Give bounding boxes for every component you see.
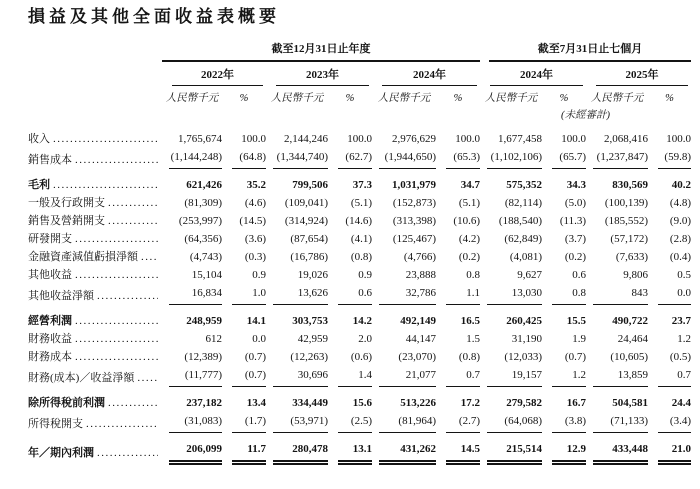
cell-value: (4,766) <box>403 251 436 263</box>
cell-value: 9,627 <box>517 269 542 281</box>
cell-percent: 16.5 <box>460 315 480 327</box>
cell-percent: (64.8) <box>222 148 266 169</box>
cell-value: 248,959 <box>186 315 222 327</box>
table-row <box>28 148 691 169</box>
row-label: 其他收益 ..... <box>28 266 162 284</box>
cell-percent: (0.3) <box>244 251 266 263</box>
year-header-row <box>28 62 691 86</box>
spacer-cell <box>28 86 162 106</box>
year-header: 2024年 <box>382 68 477 86</box>
cell-percent: 16.7 <box>566 397 586 409</box>
cell-percent: 34.7 <box>460 179 480 191</box>
cell-value: 575,352 <box>506 179 542 191</box>
cell-value: 1,765,674 <box>178 133 222 145</box>
dot-leader <box>108 194 158 212</box>
cell-percent: 100.0 <box>241 133 266 145</box>
unit-currency-header: 人民幣千元 <box>590 93 644 104</box>
cell-percent: 12.9 <box>542 433 586 470</box>
cell-value: (185,552) <box>604 215 648 227</box>
cell-percent: (5.0) <box>564 197 586 209</box>
cell-value: (1,237,847) <box>586 148 648 169</box>
unit-percent-header: % <box>559 93 569 104</box>
dot-leader <box>108 394 158 412</box>
cell-percent: 0.6 <box>328 284 372 305</box>
cell-value: (82,114) <box>504 197 542 209</box>
cell-value: 1,031,979 <box>392 179 436 191</box>
cell-value: 19,157 <box>480 366 542 387</box>
period-header-row <box>28 42 691 62</box>
cell-percent: 34.3 <box>566 179 586 191</box>
cell-value: 504,581 <box>612 397 648 409</box>
dot-leader <box>75 330 158 348</box>
cell-value: 2,068,416 <box>604 133 648 145</box>
cell-percent: 13.1 <box>328 433 372 470</box>
cell-value: (81,309) <box>184 197 222 209</box>
cell-value: (7,633) <box>615 251 648 263</box>
cell-value: 431,262 <box>372 433 436 470</box>
cell-value: 9,806 <box>623 269 648 281</box>
cell-value: (109,041) <box>284 197 328 209</box>
cell-percent: 0.5 <box>677 269 691 281</box>
cell-value: (4,743) <box>189 251 222 263</box>
cell-value: 334,449 <box>292 397 328 409</box>
cell-value: 15,104 <box>191 269 222 281</box>
cell-percent: (14.5) <box>239 215 266 227</box>
row-label: 一般及行政開支 ..... <box>28 194 162 212</box>
cell-value: 13,626 <box>266 284 328 305</box>
cell-percent: 1.0 <box>222 284 266 305</box>
cell-percent: 0.0 <box>648 284 691 305</box>
cell-percent: (59.8) <box>648 148 691 169</box>
cell-percent: 14.2 <box>352 315 372 327</box>
row-label: 收入 ..... <box>28 123 162 148</box>
cell-percent: 24.4 <box>671 397 691 409</box>
dot-leader <box>97 444 158 462</box>
row-label: 銷售成本 ..... <box>28 148 162 169</box>
cell-value: 16,834 <box>162 284 222 305</box>
cell-percent: (3.6) <box>244 233 266 245</box>
cell-percent: (4.1) <box>350 233 372 245</box>
table-row <box>28 366 691 387</box>
cell-percent: (0.7) <box>222 366 266 387</box>
cell-value: 279,582 <box>506 397 542 409</box>
cell-percent: (1.7) <box>222 412 266 433</box>
cell-value: 2,144,246 <box>284 133 328 145</box>
cell-value: 237,182 <box>186 397 222 409</box>
cell-percent: (2.8) <box>669 233 691 245</box>
unit-currency-header: 人民幣千元 <box>377 93 431 104</box>
cell-value: 799,506 <box>292 179 328 191</box>
cell-percent: (0.7) <box>564 351 586 363</box>
row-label: 財務(成本)／收益淨額 ..... <box>28 366 162 387</box>
cell-percent: 40.2 <box>671 179 691 191</box>
cell-percent: 37.3 <box>352 179 372 191</box>
unit-currency-header: 人民幣千元 <box>165 93 219 104</box>
cell-percent: 1.5 <box>466 333 480 345</box>
cell-value: 23,888 <box>405 269 436 281</box>
cell-percent: 0.9 <box>358 269 372 281</box>
row-label: 財務成本 ..... <box>28 348 162 366</box>
cell-value: (53,971) <box>266 412 328 433</box>
dot-leader <box>75 230 158 248</box>
cell-value: (87,654) <box>290 233 328 245</box>
table-row <box>28 266 691 284</box>
cell-value: (57,172) <box>610 233 648 245</box>
cell-percent: 35.2 <box>246 179 266 191</box>
cell-percent: 15.5 <box>566 315 586 327</box>
cell-percent: 0.7 <box>648 366 691 387</box>
cell-value: 24,464 <box>617 333 648 345</box>
cell-percent: 100.0 <box>347 133 372 145</box>
cell-value: (100,139) <box>604 197 648 209</box>
cell-value: (81,964) <box>372 412 436 433</box>
cell-percent: 1.9 <box>572 333 586 345</box>
cell-percent: 14.5 <box>436 433 480 470</box>
cell-value: (4,081) <box>509 251 542 263</box>
unit-percent-header: % <box>453 93 463 104</box>
cell-percent: 13.4 <box>246 397 266 409</box>
cell-value: 621,426 <box>186 179 222 191</box>
page-title: 損益及其他全面收益表概要 <box>28 7 280 26</box>
cell-percent: (0.7) <box>244 351 266 363</box>
cell-value: (253,997) <box>178 215 222 227</box>
period-interim-header: 截至7月31日止七個月 <box>489 42 691 62</box>
table-row <box>28 284 691 305</box>
cell-value: 2,976,629 <box>392 133 436 145</box>
cell-percent: (3.7) <box>564 233 586 245</box>
cell-value: 13,030 <box>480 284 542 305</box>
spacer-cell <box>28 62 162 86</box>
cell-percent: 1.2 <box>677 333 691 345</box>
cell-percent: 1.1 <box>436 284 480 305</box>
cell-percent: (4.8) <box>669 197 691 209</box>
unit-header-row <box>28 86 691 106</box>
cell-percent: 15.6 <box>352 397 372 409</box>
cell-value: (64,356) <box>184 233 222 245</box>
cell-percent: 1.2 <box>542 366 586 387</box>
unit-percent-header: % <box>345 93 355 104</box>
unaudited-note: (未經審計) <box>561 110 610 121</box>
cell-value: (10,605) <box>610 351 648 363</box>
unit-currency-header: 人民幣千元 <box>270 93 324 104</box>
cell-percent: 21.0 <box>648 433 691 470</box>
cell-percent: 2.0 <box>358 333 372 345</box>
cell-percent: 11.7 <box>222 433 266 470</box>
cell-percent: 100.0 <box>455 133 480 145</box>
period-annual-header: 截至12月31日止年度 <box>162 42 480 62</box>
cell-percent: (0.8) <box>458 351 480 363</box>
dot-leader <box>75 348 158 366</box>
dot-leader <box>141 248 158 266</box>
income-statement-table <box>28 42 691 470</box>
spacer-cell <box>28 42 162 62</box>
cell-percent: (0.2) <box>458 251 480 263</box>
cell-percent: (0.4) <box>669 251 691 263</box>
table-row <box>28 348 691 366</box>
cell-value: (1,144,248) <box>162 148 222 169</box>
dot-leader <box>108 212 158 230</box>
spacer-cell <box>28 106 162 123</box>
cell-value: 843 <box>586 284 648 305</box>
year-header: 2023年 <box>276 68 369 86</box>
cell-value: 206,099 <box>162 433 222 470</box>
cell-value: (125,467) <box>392 233 436 245</box>
unit-percent-header: % <box>239 93 249 104</box>
cell-percent: (2.7) <box>436 412 480 433</box>
year-header: 2024年 <box>490 68 583 86</box>
cell-percent: (11.3) <box>559 215 586 227</box>
dot-leader <box>53 130 158 148</box>
cell-value: (16,786) <box>290 251 328 263</box>
cell-value: (12,033) <box>504 351 542 363</box>
table-row <box>28 169 691 194</box>
row-label: 經營利潤 ..... <box>28 305 162 330</box>
row-label: 研發開支 ..... <box>28 230 162 248</box>
table-row <box>28 248 691 266</box>
cell-percent: 0.0 <box>252 333 266 345</box>
cell-percent: (65.3) <box>436 148 480 169</box>
cell-value: 13,859 <box>586 366 648 387</box>
cell-percent: (3.8) <box>542 412 586 433</box>
cell-percent: 100.0 <box>666 133 691 145</box>
table-row <box>28 194 691 212</box>
cell-percent: 14.1 <box>246 315 266 327</box>
cell-value: (71,133) <box>586 412 648 433</box>
row-label: 銷售及營銷開支 ..... <box>28 212 162 230</box>
table-row <box>28 230 691 248</box>
cell-value: (12,389) <box>184 351 222 363</box>
dot-leader <box>75 312 158 330</box>
row-label: 其他收益淨額 ..... <box>28 284 162 305</box>
year-header: 2025年 <box>596 68 688 86</box>
cell-percent: 100.0 <box>561 133 586 145</box>
table-row <box>28 305 691 330</box>
table-row <box>28 330 691 348</box>
row-label: 年／期內利潤 ..... <box>28 433 162 470</box>
cell-percent: (65.7) <box>542 148 586 169</box>
cell-value: 492,149 <box>400 315 436 327</box>
cell-percent: 0.8 <box>542 284 586 305</box>
dot-leader <box>75 266 158 284</box>
cell-percent: (0.2) <box>564 251 586 263</box>
cell-value: 19,026 <box>297 269 328 281</box>
dot-leader <box>97 287 158 305</box>
row-label: 毛利 ..... <box>28 169 162 194</box>
cell-value: 280,478 <box>266 433 328 470</box>
cell-percent: 0.8 <box>466 269 480 281</box>
cell-percent: (5.1) <box>458 197 480 209</box>
cell-value: 830,569 <box>612 179 648 191</box>
dot-leader <box>86 415 158 433</box>
cell-value: (12,263) <box>290 351 328 363</box>
cell-percent: 23.7 <box>671 315 691 327</box>
cell-value: 44,147 <box>405 333 436 345</box>
cell-value: (152,873) <box>392 197 436 209</box>
cell-percent: 0.6 <box>572 269 586 281</box>
table-row <box>28 212 691 230</box>
cell-percent: (9.0) <box>669 215 691 227</box>
row-label: 金融資產減值虧損淨額 ..... <box>28 248 162 266</box>
cell-value: 612 <box>205 333 222 345</box>
cell-value: (23,070) <box>398 351 436 363</box>
cell-value: (1,102,106) <box>480 148 542 169</box>
cell-percent: (3.4) <box>648 412 691 433</box>
cell-value: 21,077 <box>372 366 436 387</box>
cell-percent: (10.6) <box>453 215 480 227</box>
cell-value: (314,924) <box>284 215 328 227</box>
cell-percent: (5.1) <box>350 197 372 209</box>
cell-percent: (0.5) <box>669 351 691 363</box>
cell-percent: (14.6) <box>345 215 372 227</box>
unit-percent-header: % <box>665 93 674 104</box>
cell-value: 1,677,458 <box>498 133 542 145</box>
cell-value: 32,786 <box>372 284 436 305</box>
row-label: 除所得稅前利潤 ..... <box>28 387 162 412</box>
row-label: 財務收益 ..... <box>28 330 162 348</box>
cell-value: 260,425 <box>506 315 542 327</box>
unit-currency-header: 人民幣千元 <box>484 93 538 104</box>
cell-value: 513,226 <box>400 397 436 409</box>
table-row <box>28 412 691 433</box>
cell-percent: (0.6) <box>350 351 372 363</box>
cell-value: (1,344,740) <box>266 148 328 169</box>
cell-percent: (62.7) <box>328 148 372 169</box>
dot-leader <box>137 369 158 387</box>
cell-value: 42,959 <box>297 333 328 345</box>
cell-percent: 1.4 <box>328 366 372 387</box>
cell-value: 30,696 <box>266 366 328 387</box>
cell-value: (1,944,650) <box>372 148 436 169</box>
cell-value: (64,068) <box>480 412 542 433</box>
cell-percent: 0.7 <box>436 366 480 387</box>
table-row <box>28 123 691 148</box>
cell-value: (11,777) <box>162 366 222 387</box>
cell-percent: 17.2 <box>460 397 480 409</box>
cell-percent: (2.5) <box>328 412 372 433</box>
cell-value: 31,190 <box>511 333 542 345</box>
table-row <box>28 387 691 412</box>
cell-percent: (0.8) <box>350 251 372 263</box>
year-header: 2022年 <box>172 68 263 86</box>
cell-value: (62,849) <box>504 233 542 245</box>
cell-value: (31,083) <box>162 412 222 433</box>
cell-percent: (4.2) <box>458 233 480 245</box>
cell-value: 303,753 <box>292 315 328 327</box>
table-row <box>28 433 691 470</box>
cell-value: (188,540) <box>498 215 542 227</box>
dot-leader <box>75 151 158 169</box>
unaudited-row <box>28 106 691 123</box>
cell-value: 490,722 <box>612 315 648 327</box>
cell-percent: 0.9 <box>252 269 266 281</box>
dot-leader <box>53 176 158 194</box>
cell-value: 215,514 <box>480 433 542 470</box>
cell-value: 433,448 <box>586 433 648 470</box>
row-label: 所得稅開支 ..... <box>28 412 162 433</box>
cell-value: (313,398) <box>392 215 436 227</box>
cell-percent: (4.6) <box>244 197 266 209</box>
